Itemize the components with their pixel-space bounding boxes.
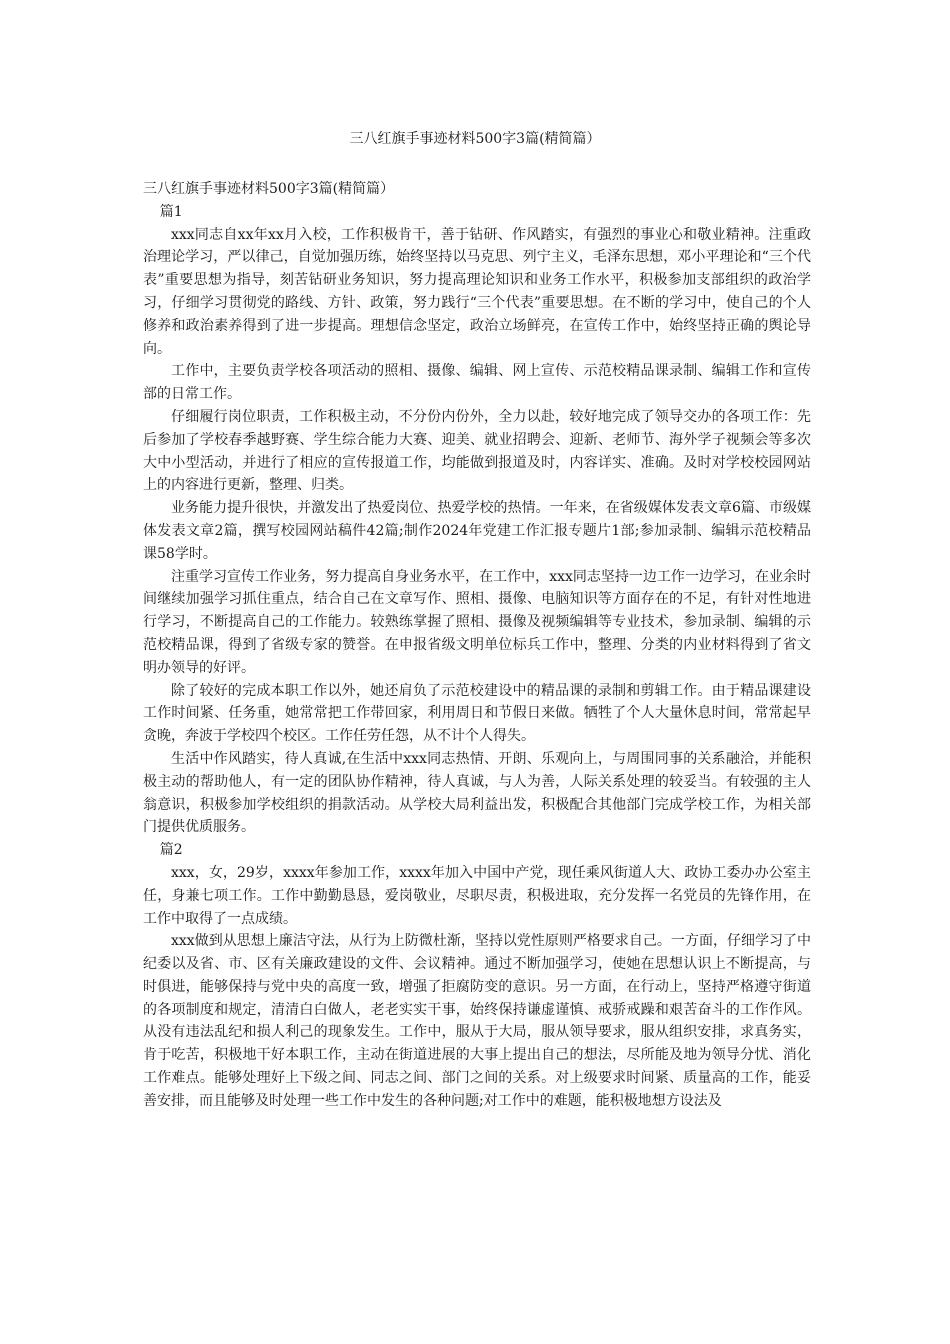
document-subtitle: 三八红旗手事迹材料500字3篇(精简篇） [143, 181, 395, 197]
paragraph: xxx同志自xx年xx月入校，工作积极肯干，善于钻研、作风踏实，有强烈的事业心和敬业精神。注重政治理论学习，严以律己，自觉加强历练，始终坚持以马克思、列宁主义，毛泽东思想，邓小平理论和“三个代表”重要思想为指导，刻苦钻研业务知识，努力提高理论知识和业务工作水平，积极参加支部组织的政治学习，仔细学习贯彻党的路线、方针、政策，努力践行“三个代表”重要思想。在不断的学习中，使自己的个人修养和政治素养得到了进一步提高。理想信念坚定，政治立场鲜亮，在宣传工作中，始终坚持正确的舆论导向。 [143, 226, 811, 357]
paragraph: 注重学习宣传工作业务，努力提高自身业务水平，在工作中，xxx同志坚持一边工作一边学习，在业余时间继续加强学习抓住重点，结合自己在文章写作、照相、摄像、电脑知识等方面存在的不足，有针对性地进行学习，不断提高自己的工作能力。较熟练掌握了照相、摄像及视频编辑等专业技术，参加录制、编辑的示范校精品课，得到了省级专家的赞誉。在申报省级文明单位标兵工作中，整理、分类的内业材料得到了省文明办领导的好评。 [143, 568, 811, 676]
section-heading: 篇2 [159, 842, 183, 859]
paragraph: 工作中，主要负责学校各项活动的照相、摄像、编辑、网上宣传、示范校精品课录制、编辑工作和宣传部的日常工作。 [143, 363, 811, 403]
paragraph: xxx做到从思想上廉洁守法，从行为上防微杜渐，坚持以党性原则严格要求自己。一方面，仔细学习了中纪委以及省、市、区有关廉政建设的文件、会议精神。通过不断加强学习，使她在思想认识上不断提高，与时俱进，能够保持与党中央的高度一致，增强了拒腐防变的意识。另一方面，在行动上，坚持严格遵守街道的各项制度和规定，清清白白做人，老老实实干事，始终保持谦虚谨慎、戒骄戒躁和艰苦奋斗的工作作风。从没有违法乱纪和损人利己的现象发生。工作中，服从于大局，服从领导要求，服从组织安排，求真务实，肯于吃苦，积极地干好本职工作，主动在街道进展的大事上提出自己的想法，尽所能及地为领导分忧、消化工作难点。能够处理好上下级之间、同志之间、部门之间的关系。对上级要求时间紧、质量高的工作，能妥善安排，而且能够及时处理一些工作中发生的各种问题;对工作中的难题，能积极地想方设法及 [143, 933, 811, 1109]
paragraph: 仔细履行岗位职责，工作积极主动，不分份内份外，全力以赴，较好地完成了领导交办的各项工作：先后参加了学校春季越野赛、学生综合能力大赛、迎美、就业招聘会、迎新、老师节、海外学子视频会等多次大中小型活动，并进行了相应的宣传报道工作，均能做到报道及时，内容详实、准确。及时对学校校园网站上的内容进行更新，整理、归类。 [143, 408, 811, 494]
document-body [143, 178, 811, 1113]
paragraph: xxx，女，29岁，xxxx年参加工作，xxxx年加入中国中产党，现任乘风街道人大、政协工委办办公室主任，身兼七项工作。工作中勤勤恳恳，爱岗敬业，尽职尽责，积极进取，充分发挥一名党员的先锋作用，在工作中取得了一点成绩。 [143, 864, 811, 927]
section-heading: 篇1 [159, 203, 183, 220]
document-title: 三八红旗手事迹材料500字3篇(精简篇） [349, 131, 601, 147]
paragraph: 除了较好的完成本职工作以外，她还肩负了示范校建设中的精品课的录制和剪辑工作。由于精品课建设工作时间紧、任务重，她常常把工作带回家，利用周日和节假日来做。牺牲了个人大量休息时间，常常起早贪晚，奔波于学校四个校区。工作任劳任怨，从不计个人得失。 [143, 682, 811, 745]
paragraph: 生活中作风踏实，待人真诚,在生活中xxx同志热情、开朗、乐观向上，与周围同事的关系融洽，并能积极主动的帮助他人，有一定的团队协作精神，待人真诚，与人为善，人际关系处理的较妥当。有较强的主人翁意识，积极参加学校组织的捐款活动。从学校大局利益出发，积极配合其他部门完成学校工作，为相关部门提供优质服务。 [143, 750, 811, 836]
paragraph: 业务能力提升很快，并激发出了热爱岗位、热爱学校的热情。一年来，在省级媒体发表文章6篇、市级媒体发表文章2篇，撰写校园网站稿件42篇;制作2024年党建工作汇报专题片1部;参加录制、编辑示范校精品课58学时。 [143, 500, 811, 562]
